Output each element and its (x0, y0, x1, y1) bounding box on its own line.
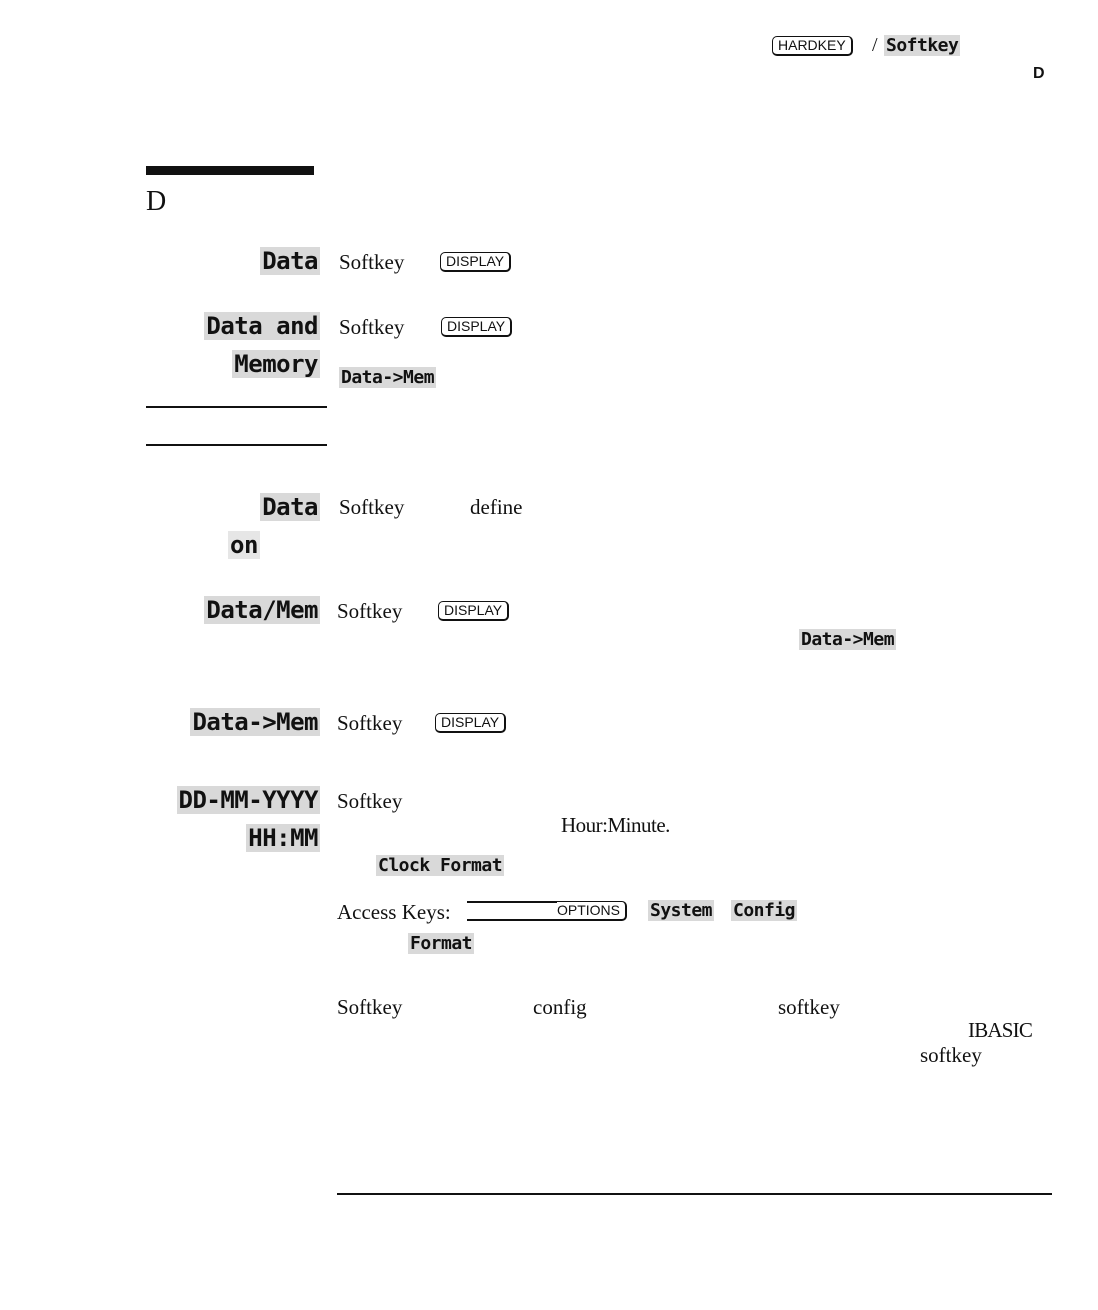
term-hh-mm: HH:MM (248, 824, 318, 852)
divider-1 (146, 406, 327, 408)
term-memory: Memory (234, 350, 318, 378)
access-key-options: OPTIONS (467, 901, 627, 921)
section-heading: D (146, 186, 167, 217)
data-and-memory-type: Softkey (339, 315, 405, 339)
data-mem-type: Softkey (337, 599, 403, 623)
data-type: Softkey (339, 250, 405, 274)
config-entry-word-softkey: softkey (778, 995, 840, 1019)
header-section-letter: D (1033, 65, 1045, 82)
data-and-memory-key: DISPLAY (441, 317, 512, 337)
term-dd-mm-yyyy: DD-MM-YYYY (178, 786, 318, 814)
access-softkey-system: System (650, 900, 713, 921)
term-data-to-mem: Data->Mem (192, 708, 318, 736)
access-softkey-format: Format (410, 933, 473, 954)
data-key: DISPLAY (440, 252, 511, 272)
header-softkey: Softkey (886, 35, 959, 56)
data-to-mem-key: DISPLAY (435, 713, 506, 733)
data-mem-ref: Data->Mem (801, 629, 895, 650)
data-to-mem-type: Softkey (337, 711, 403, 735)
term-data-2: Data (262, 493, 318, 521)
data-on-word: define (470, 495, 523, 519)
ddmmyyyy-ref: Clock Format (378, 855, 503, 876)
header-separator: / (872, 34, 878, 56)
divider-2 (146, 444, 327, 446)
data-on-type: Softkey (339, 495, 405, 519)
access-softkey-config: Config (733, 900, 796, 921)
ddmmyyyy-type: Softkey (337, 789, 403, 813)
term-data: Data (262, 247, 318, 275)
data-and-memory-ref: Data->Mem (341, 367, 435, 388)
ddmmyyyy-time-text: Hour:Minute. (561, 813, 670, 837)
section-heading-bar (146, 166, 314, 175)
footer-rule (337, 1193, 1052, 1195)
header-hardkey: HARDKEY (772, 36, 853, 56)
config-entry-word-softkey-2: softkey (920, 1043, 982, 1067)
data-mem-key: DISPLAY (438, 601, 509, 621)
config-entry-type: Softkey (337, 995, 403, 1019)
term-data-and: Data and (206, 312, 318, 340)
config-entry-word-ibasic: IBASIC (968, 1018, 1033, 1042)
config-entry-word-config: config (533, 995, 587, 1019)
term-data-mem: Data/Mem (206, 596, 318, 624)
access-keys-label: Access Keys: (337, 900, 451, 924)
term-on: on (230, 531, 258, 559)
